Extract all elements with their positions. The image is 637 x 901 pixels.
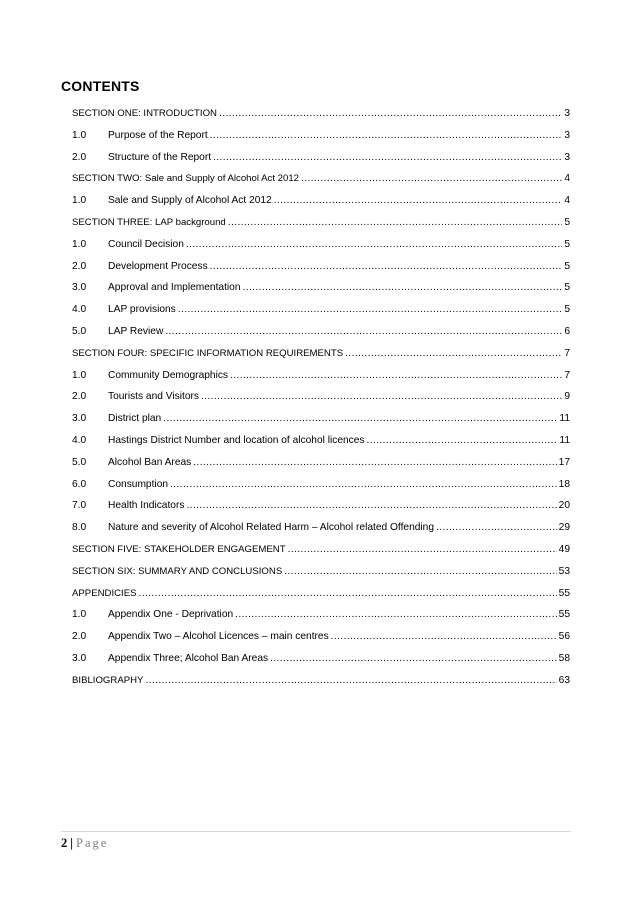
toc-entry-title: Council Decision <box>108 238 184 250</box>
toc-entry[interactable] <box>72 631 570 653</box>
toc-section-entry[interactable] <box>72 675 570 697</box>
toc-entry-page: 56 <box>558 631 570 643</box>
toc-leader-dots <box>201 391 562 402</box>
toc-entry-page: 4 <box>564 173 570 185</box>
toc-entry-title: LAP Review <box>108 325 164 337</box>
toc-leader-dots <box>186 500 556 511</box>
toc-entry-page: 49 <box>558 543 570 555</box>
toc-entry-number: 2.0 <box>72 631 87 643</box>
toc-leader-dots <box>331 631 557 642</box>
toc-entry[interactable] <box>72 609 570 631</box>
toc-entry-number: 3.0 <box>72 652 87 664</box>
toc-leader-dots <box>235 609 557 620</box>
toc-entry-title: Purpose of the Report <box>108 129 208 141</box>
toc-entry-title: SECTION SIX: SUMMARY AND CONCLUSIONS <box>72 565 283 577</box>
toc-leader-dots <box>219 108 562 119</box>
toc-entry-page: 6 <box>564 325 570 337</box>
toc-entry-title: Sale and Supply of Alcohol Act 2012 <box>108 195 272 207</box>
toc-section-entry[interactable] <box>72 217 570 239</box>
toc-leader-dots <box>186 239 562 250</box>
toc-leader-dots <box>163 413 557 424</box>
toc-leader-dots <box>230 370 562 381</box>
toc-entry-title: SECTION TWO: Sale and Supply of Alcohol Act 2012 <box>72 173 299 185</box>
toc-leader-dots <box>288 544 557 555</box>
toc-entry[interactable] <box>72 413 570 435</box>
footer-page-label: Page <box>76 836 109 850</box>
toc-entry-page: 5 <box>564 282 570 294</box>
toc-entry-number: 2.0 <box>72 260 87 272</box>
toc-entry[interactable] <box>72 261 570 283</box>
toc-entry[interactable] <box>72 457 570 479</box>
toc-entry-number: 3.0 <box>72 282 87 294</box>
toc-entry-page: 5 <box>564 304 570 316</box>
toc-entry-number: 1.0 <box>72 129 87 141</box>
toc-entry[interactable] <box>72 522 570 544</box>
toc-entry-page: 3 <box>564 108 570 119</box>
toc-entry-page: 5 <box>564 216 570 228</box>
toc-entry-page: 29 <box>558 522 570 534</box>
footer-separator: | <box>70 836 74 850</box>
toc-entry-page: 7 <box>564 347 570 359</box>
toc-entry-page: 9 <box>564 391 570 403</box>
toc-entry-title: APPENDICIES <box>72 587 137 599</box>
toc-entry-title: Structure of the Report <box>108 151 212 163</box>
toc-entry-title: District plan <box>108 413 162 425</box>
toc-leader-dots <box>145 675 556 686</box>
toc-section-entry[interactable] <box>72 566 570 588</box>
page-footer <box>61 836 108 851</box>
toc-entry-number: 2.0 <box>72 151 87 163</box>
toc-entry-title: Approval and Implementation <box>108 282 241 294</box>
toc-entry-number: 6.0 <box>72 478 87 490</box>
toc-entry-page: 11 <box>559 413 570 425</box>
table-of-contents <box>72 108 570 697</box>
toc-entry[interactable] <box>72 391 570 413</box>
toc-entry-number: 8.0 <box>72 522 87 534</box>
toc-leader-dots <box>165 326 562 337</box>
toc-leader-dots <box>228 217 563 228</box>
toc-entry[interactable] <box>72 239 570 261</box>
toc-leader-dots <box>243 282 563 293</box>
toc-entry-page: 53 <box>558 565 570 577</box>
toc-entry-number: 1.0 <box>72 609 87 621</box>
toc-entry-number: 5.0 <box>72 456 87 468</box>
toc-entry-title: BIBLIOGRAPHY <box>72 674 144 686</box>
toc-section-entry[interactable] <box>72 173 570 195</box>
toc-entry[interactable] <box>72 282 570 304</box>
toc-entry[interactable] <box>72 152 570 174</box>
toc-section-entry[interactable] <box>72 588 570 610</box>
toc-entry-title: SECTION FIVE: STAKEHOLDER ENGAGEMENT <box>72 543 286 555</box>
toc-entry[interactable] <box>72 304 570 326</box>
toc-entry[interactable] <box>72 500 570 522</box>
toc-leader-dots <box>436 522 557 533</box>
toc-entry-number: 2.0 <box>72 391 87 403</box>
toc-entry-title: Consumption <box>108 478 169 490</box>
toc-entry-title: Appendix Two – Alcohol Licences – main centres <box>108 631 329 643</box>
toc-leader-dots <box>210 130 563 141</box>
toc-entry-title: Development Process <box>108 260 208 272</box>
toc-entry-title: Nature and severity of Alcohol Related Harm – Alcohol related Offending <box>108 522 434 534</box>
toc-entry-number: 1.0 <box>72 195 87 207</box>
toc-entry-page: 11 <box>559 434 570 446</box>
toc-entry-title: Appendix One - Deprivation <box>108 609 234 621</box>
toc-entry-page: 58 <box>558 652 570 664</box>
toc-entry-title: Alcohol Ban Areas <box>108 456 192 468</box>
toc-entry-page: 5 <box>564 238 570 250</box>
toc-entry-page: 63 <box>558 674 570 686</box>
toc-leader-dots <box>274 195 563 206</box>
toc-entry-page: 7 <box>564 369 570 381</box>
toc-leader-dots <box>170 479 557 490</box>
toc-entry[interactable] <box>72 130 570 152</box>
toc-entry-page: 5 <box>564 260 570 272</box>
toc-entry-title: SECTION ONE: INTRODUCTION <box>72 108 217 119</box>
toc-section-entry[interactable] <box>72 348 570 370</box>
toc-entry-page: 18 <box>558 478 570 490</box>
toc-leader-dots <box>193 457 556 468</box>
toc-entry[interactable] <box>72 435 570 457</box>
toc-entry-title: Hastings District Number and location of alcohol licences <box>108 434 365 446</box>
toc-entry-page: 20 <box>558 500 570 512</box>
toc-entry-title: SECTION THREE: LAP background <box>72 216 226 228</box>
toc-entry-title: Community Demographics <box>108 369 229 381</box>
toc-section-entry[interactable] <box>72 108 570 130</box>
toc-leader-dots <box>270 653 557 664</box>
toc-entry-page: 4 <box>564 195 570 207</box>
toc-leader-dots <box>301 173 562 184</box>
toc-entry-number: 4.0 <box>72 434 87 446</box>
toc-entry-page: 55 <box>558 609 570 621</box>
toc-entry-number: 1.0 <box>72 238 87 250</box>
toc-entry-number: 1.0 <box>72 369 87 381</box>
toc-leader-dots <box>345 348 562 359</box>
toc-entry[interactable] <box>72 653 570 675</box>
toc-section-entry[interactable] <box>72 544 570 566</box>
toc-entry-title: LAP provisions <box>108 304 176 316</box>
toc-leader-dots <box>139 588 557 599</box>
toc-leader-dots <box>367 435 558 446</box>
footer-page-number: 2 <box>61 836 68 850</box>
toc-entry-title: SECTION FOUR: SPECIFIC INFORMATION REQUIREMENTS <box>72 347 344 359</box>
toc-entry[interactable] <box>72 326 570 348</box>
toc-entry-title: Tourists and Visitors <box>108 391 199 403</box>
toc-entry-title: Appendix Three; Alcohol Ban Areas <box>108 652 269 664</box>
footer-divider <box>61 831 571 832</box>
toc-entry-number: 7.0 <box>72 500 87 512</box>
toc-entry[interactable] <box>72 195 570 217</box>
toc-leader-dots <box>178 304 563 315</box>
toc-leader-dots <box>210 261 563 272</box>
toc-entry-number: 4.0 <box>72 304 87 316</box>
toc-entry-title: Health Indicators <box>108 500 185 512</box>
toc-entry-number: 3.0 <box>72 413 87 425</box>
page-title: CONTENTS <box>61 78 140 94</box>
toc-entry-page: 3 <box>564 151 570 163</box>
toc-entry-page: 55 <box>558 587 570 599</box>
toc-entry[interactable] <box>72 370 570 392</box>
toc-leader-dots <box>284 566 556 577</box>
toc-entry-page: 3 <box>564 129 570 141</box>
toc-entry[interactable] <box>72 479 570 501</box>
toc-leader-dots <box>213 152 562 163</box>
toc-entry-number: 5.0 <box>72 325 87 337</box>
toc-entry-page: 17 <box>558 456 570 468</box>
